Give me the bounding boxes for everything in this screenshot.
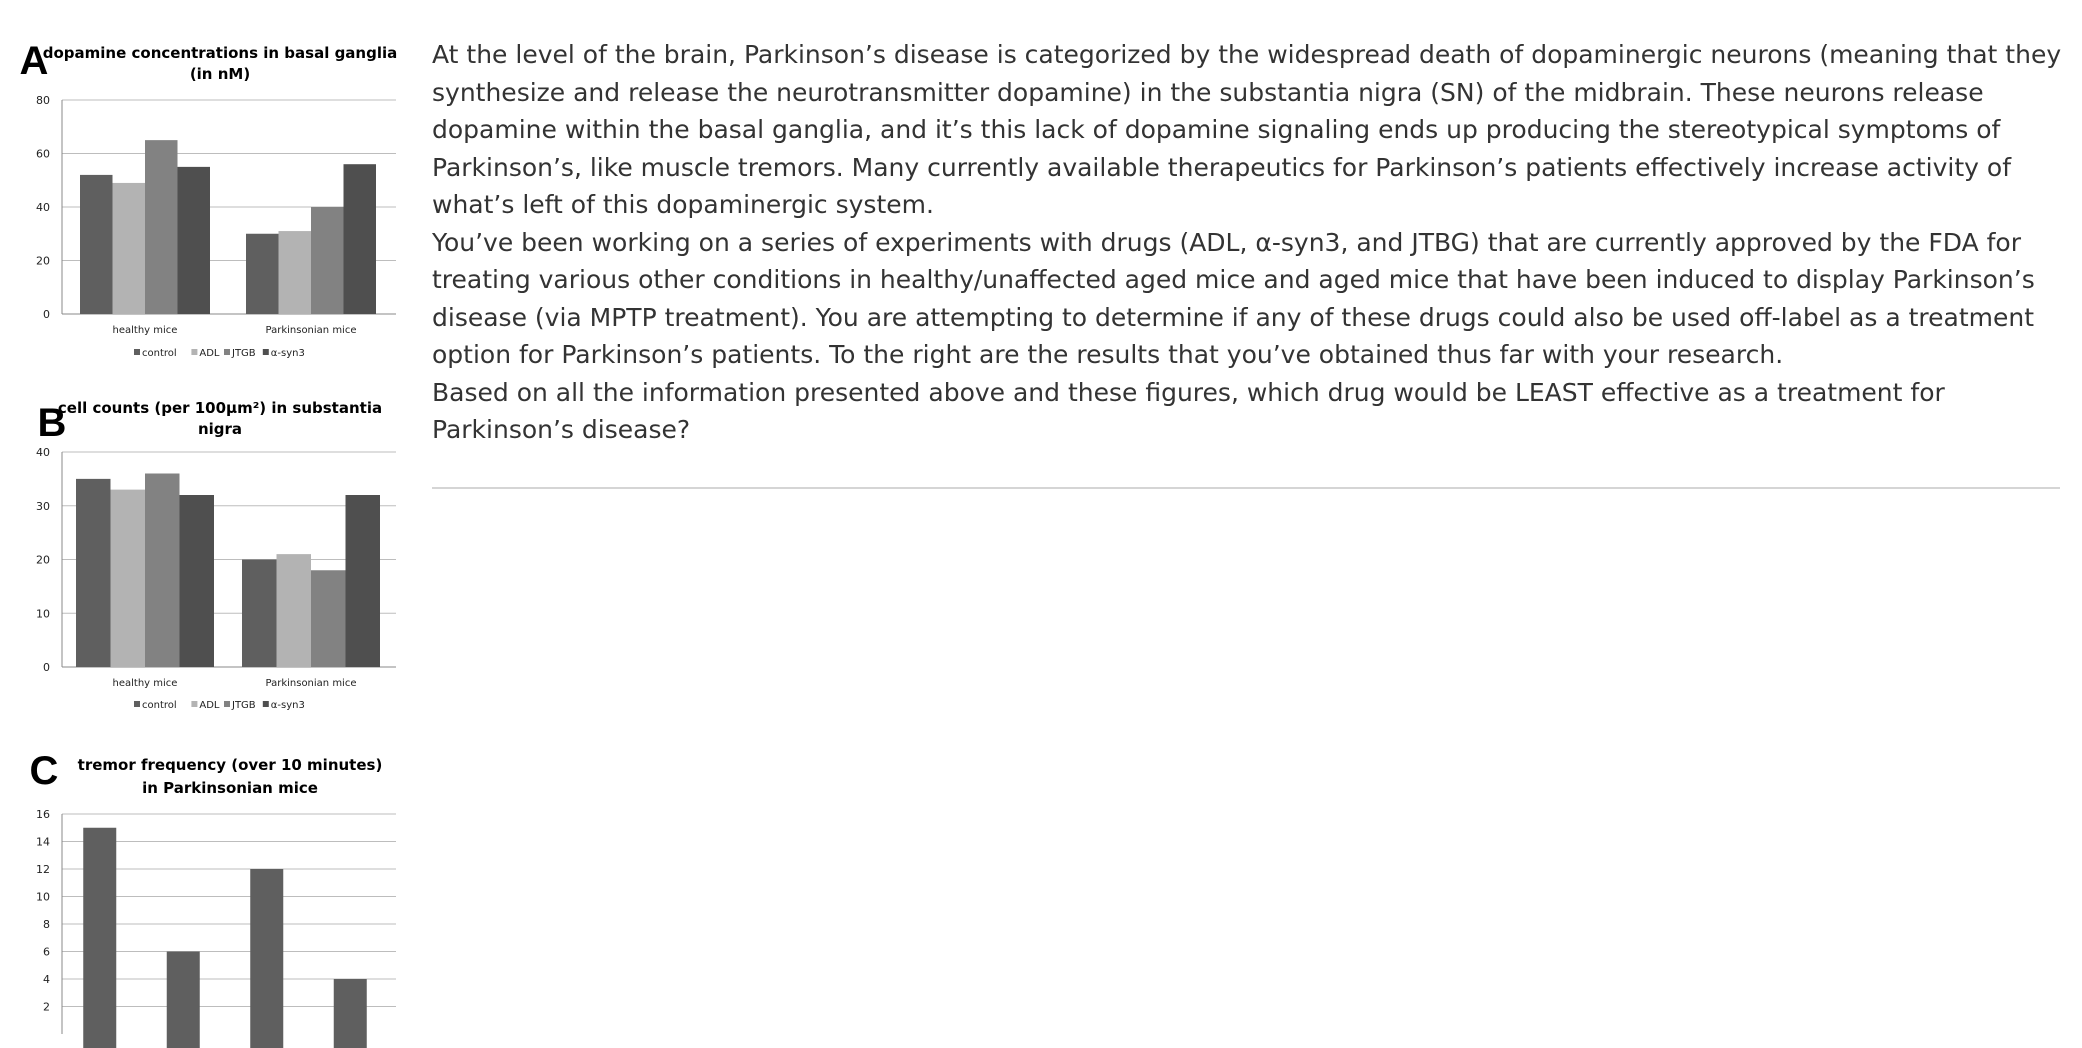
y-tick-label: 4: [43, 973, 50, 986]
bar-healthy-mice-jtgb: [145, 474, 180, 668]
bar-healthy-mice-control: [80, 175, 113, 314]
y-tick-label: 40: [36, 201, 50, 214]
y-tick-label: 0: [43, 661, 50, 674]
y-tick-label: 60: [36, 148, 50, 161]
y-tick-label: 6: [43, 946, 50, 959]
bar-parkinsonian-mice-jtgb: [311, 207, 344, 314]
y-tick-label: 20: [36, 255, 50, 268]
legend-swatch-control: [134, 701, 140, 707]
legend-swatch-adl: [191, 701, 197, 707]
chart-title-line: tremor frequency (over 10 minutes): [78, 756, 383, 774]
intro-paragraph: At the level of the brain, Parkinson’s disease is categorized by the widespread death of dopaminergic neurons (meaning that they synthesize and release the neurotransmitter dopamine) in the substantia nigra (SN) of the midbrain. These neurons release dopamine within the basal ganglia, and it’s this lack of dopamine signaling ends up producing the stereotypical symptoms of Parkinson’s, like muscle tremors. Many currently available therapeutics for Parkinson’s patients effectively increase activity of what’s left of this dopaminergic system.: [432, 36, 2062, 224]
legend-swatch-jtgb: [224, 349, 230, 355]
legend-swatch-jtgb: [224, 701, 230, 707]
legend-label-a-syn3: α-syn3: [271, 348, 305, 359]
legend-swatch-a-syn3: [263, 349, 269, 355]
y-tick-label: 30: [36, 500, 50, 513]
bar-2: [167, 952, 200, 1048]
legend-label-adl: ADL: [199, 700, 220, 711]
legend-swatch-a-syn3: [263, 701, 269, 707]
panel-letter-a: A: [20, 39, 49, 83]
y-tick-label: 20: [36, 554, 50, 567]
bar-parkinsonian-mice-adl: [279, 231, 312, 314]
y-tick-label: 10: [36, 607, 50, 620]
bar-parkinsonian-mice-jtgb: [311, 570, 346, 667]
chart-title-line: nigra: [198, 420, 242, 438]
bar-4: [334, 979, 367, 1048]
legend-label-control: control: [142, 348, 177, 359]
x-category-label: healthy mice: [113, 325, 178, 336]
legend-label-control: control: [142, 700, 177, 711]
y-tick-label: 0: [43, 308, 50, 321]
y-tick-label: 40: [36, 446, 50, 459]
bar-parkinsonian-mice-control: [242, 560, 277, 668]
y-tick-label: 8: [43, 918, 50, 931]
bar-healthy-mice-a-syn3: [180, 495, 215, 667]
legend-swatch-adl: [191, 349, 197, 355]
x-category-label: Parkinsonian mice: [266, 325, 357, 336]
bar-parkinsonian-mice-adl: [277, 554, 312, 667]
legend-label-a-syn3: α-syn3: [271, 700, 305, 711]
bar-healthy-mice-jtgb: [145, 140, 178, 314]
panel-letter-b: B: [38, 401, 67, 445]
y-tick-label: 14: [36, 836, 50, 849]
bar-parkinsonian-mice-control: [246, 234, 279, 314]
bar-healthy-mice-adl: [111, 490, 146, 667]
y-tick-label: 10: [36, 891, 50, 904]
chart-b-cell-counts: [0, 390, 420, 730]
x-category-label: Parkinsonian mice: [266, 678, 357, 689]
y-tick-label: 16: [36, 808, 50, 821]
bar-parkinsonian-mice-a-syn3: [346, 495, 381, 667]
question-prompt: Based on all the information presented above and these figures, which drug would be LEAST effective as a treatment for Parkinson’s disease?: [432, 374, 2062, 449]
chart-title-line: in Parkinsonian mice: [142, 779, 318, 797]
figure-column: [0, 0, 420, 1040]
bar-healthy-mice-control: [76, 479, 111, 667]
legend-label-adl: ADL: [199, 348, 220, 359]
bar-parkinsonian-mice-a-syn3: [344, 164, 377, 314]
x-category-label: healthy mice: [113, 678, 178, 689]
bar-1: [83, 828, 116, 1048]
legend-label-jtgb: JTGB: [231, 700, 256, 711]
chart-title-line: (in nM): [190, 65, 250, 83]
y-tick-label: 12: [36, 863, 50, 876]
chart-title-line: dopamine concentrations in basal ganglia: [43, 44, 398, 62]
bar-healthy-mice-adl: [113, 183, 146, 314]
legend-label-jtgb: JTGB: [231, 348, 256, 359]
y-tick-label: 80: [36, 94, 50, 107]
legend-swatch-control: [134, 349, 140, 355]
question-text-area: [432, 36, 2062, 489]
bar-healthy-mice-a-syn3: [178, 167, 211, 314]
experiment-paragraph: You’ve been working on a series of experiments with drugs (ADL, α-syn3, and JTBG) that are currently approved by the FDA for treating various other conditions in healthy/unaffected aged mice and aged mice that have been induced to display Parkinson’s disease (via MPTP treatment). You are attempting to determine if any of these drugs could also be used off-label as a treatment option for Parkinson’s patients. To the right are the results that you’ve obtained thus far with your research.: [432, 224, 2062, 374]
chart-title-line: cell counts (per 100μm²) in substantia: [58, 399, 382, 417]
y-tick-label: 2: [43, 1001, 50, 1014]
bar-3: [250, 869, 283, 1048]
divider: [432, 487, 2060, 489]
chart-a-dopamine: [0, 28, 420, 398]
panel-letter-c: C: [30, 749, 59, 793]
chart-c-tremor: [0, 748, 420, 1048]
